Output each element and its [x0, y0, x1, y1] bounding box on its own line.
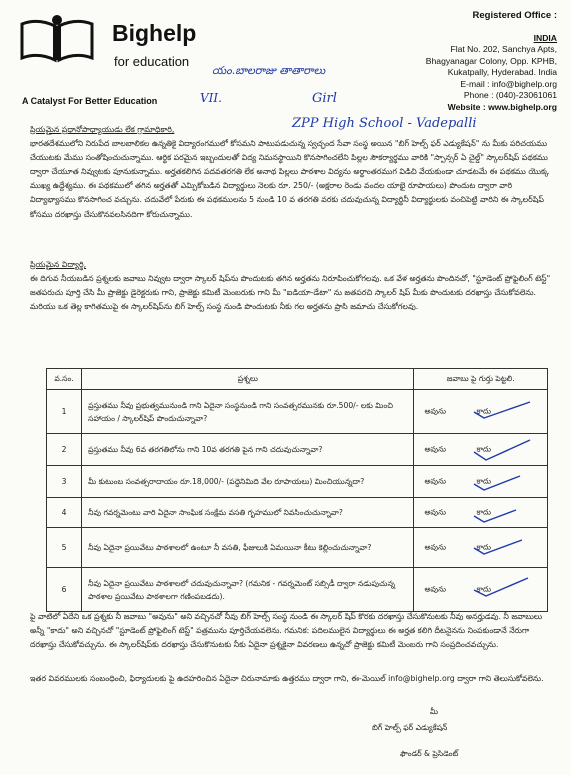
question-text: నీవు గవర్నమెంటు వారి ఏదైనా సాంఘిక సంక్షేమ వసతి గృహములో నివసించుచున్నావా?: [82, 498, 414, 528]
answer-no-option[interactable]: కాదు: [476, 507, 492, 516]
intro-paragraph: భారతదేశములోని నిరుపేద బాలబాలికల ఉన్నతికై విద్యారంగములో కోసమని పాటుపడుచున్న స్వచ్ఛంద సేవా సంస్థ అయిన "బిగ్ హెల్ప్ ఫర్ ఎడ్యుకేషన్" ను మీకు పరిచయము చేయుటకు మేము సంతోషించుచున్నాము. ఆర్థిక పరమైన ఇబ్బందులతో విద్య నిమనస్థాయిని కొనసాగించలేని పిల్లల సౌకర్యార్థము వారికి "స్పాన్సర్ ఏ చైల్డ్" స్కాలర్‌షిప్ పథకము ద్వారా చేయూత నివ్వుటకు పూనుకున్నాము. అర్హతకలిగిన పదవతరగతి లేక అనాథ పిల్లలు పాఠశాల విద్యను అర్థాంతరముగ విడిచి వేయకుండా చూడటమే ఈ పథకము యొక్క ముఖ్య ఉద్దేశ్యము. ఈ పథకములో తగిన అర్హతతో ఎమ్పికోబడిన విద్యార్థులు నెలకు రూ. 250/- (అక్షరాల రెండు వందల యాభై రూపాయలు) పొందుట ద్వారా వారి విద్యాభ్యాసము కొనసాగించ వచ్చును. చదువేలో పేరుకు ఈ పథకములను 5 నుండి 10 వ తరగతి వరకు చదువుచున్న విద్యార్థినీ విద్యార్థులకు వంచిపెట్టి వారిని ఈ స్కాలర్‌షిప్ కోసము దరఖాస్తు చేసుకొనవలసినదిగా కోరుచున్నాము.: [30, 139, 549, 219]
table-row: [47, 466, 548, 498]
answer-no-option[interactable]: కాదు: [476, 584, 492, 593]
table-row: [47, 498, 548, 528]
salutation-student: ప్రియమైన విద్యార్థి,: [30, 260, 87, 269]
office-website: Website : www.bighelp.org: [447, 101, 557, 112]
answer-cell[interactable]: [414, 390, 548, 434]
table-header-row: [47, 369, 548, 390]
row-number: 3: [47, 466, 82, 498]
answer-cell[interactable]: [414, 528, 548, 568]
answer-cell[interactable]: [414, 498, 548, 528]
contact-paragraph: ఇతర వివరములకు సంబంధించి, ఫిర్యాదులకు పై ఉదహరించిన ఏదైనా చిరునామాకు ఉత్తరము ద్వారా గాని, ఈ-మెయిల్ info@bighelp.org ద్వారా గాని తెలుసుకోవలెను.: [30, 674, 544, 683]
address-line: Kukatpally, Hyderabad. India: [447, 67, 557, 77]
answer-no-option[interactable]: కాదు: [476, 542, 492, 551]
checkmark-icon: [472, 438, 532, 464]
tagline: A Catalyst For Better Education: [22, 96, 158, 106]
handwritten-school-name: ZPP High School - Vadepalli: [292, 116, 477, 131]
column-serial: వ.సం.: [47, 369, 82, 390]
handwritten-class: VII.: [200, 91, 222, 105]
answer-yes-option[interactable]: అవును: [424, 542, 447, 551]
office-phone: Phone : (040)-23061061: [463, 90, 557, 100]
column-questions: ప్రశ్నలు: [82, 369, 414, 390]
row-number: 1: [47, 390, 82, 434]
table-row: [47, 568, 548, 612]
answer-no-option[interactable]: కాదు: [476, 476, 492, 485]
address-line: Bhagyanagar Colony, Opp. KPHB,: [425, 55, 557, 66]
eligibility-questions-table: [46, 368, 548, 612]
question-text: నీవు ఏదైనా ప్రయివేటు పాఠశాలలో చదువుచున్నావా? (గమనిక - గవర్నమెంట్ సబ్సిడీ ద్వారా నడుపుచున్న పాఠశాల ప్రయివేటు పాఠశాలగా గణింపబడదు).: [82, 568, 414, 612]
answer-yes-option[interactable]: అవును: [424, 584, 447, 593]
table-row: [47, 528, 548, 568]
table-row: [47, 390, 548, 434]
row-number: 4: [47, 498, 82, 528]
answer-yes-option[interactable]: అవును: [424, 476, 447, 485]
column-answer: జవాబు పై గుర్తు పెట్టలి.: [414, 369, 548, 390]
brand-subtitle: for education: [114, 54, 190, 69]
bighelp-logo: [18, 14, 96, 64]
answer-yes-option[interactable]: అవును: [424, 507, 447, 516]
address-line: Flat No. 202, Sanchya Apts,: [450, 44, 557, 54]
row-number: 2: [47, 434, 82, 466]
office-email: E-mail : info@bighelp.org: [460, 78, 557, 89]
handwritten-gender: Girl: [312, 91, 337, 106]
eligibility-note-paragraph: పై వాటిలో ఏదేని ఒక ప్రశ్నకు నీ జవాబు "అవును" అని వచ్చినచో నీవు బిగ్ హెల్ప్ సంస్థ నుండి ఈ స్కాలర్ షిప్ కొరకు దరఖాస్తు చేసుకొనుటకు నీవు అనర్హుడవు. నీ జవాబులు అన్నీ "కాదు" అని వచ్చినచో "స్టూడెంట్ ప్రోఫైలింగ్ టెస్ట్" పత్రమును పూర్తిచేయవలెను. గమనిక: పదిలములైన విద్యార్థులు ఈ అర్హత కలిగి దీటనైనను నింపకుండానే నేరుగా దరఖాస్తు చేసుకోవచ్చును. ఈ స్కాలర్‌షిప్‌కు దరఖాస్తు చేసుకొనుటకు నీకు ఏదైనా ప్రశ్నకైనా వివరణలు ఉన్నచో ప్రాజెక్టు కమిటీ మెంబరు గాని సంప్రదించవచ్చును.: [30, 612, 543, 650]
question-text: ప్రస్తుతము నీవు ప్రభుత్వమునుండి గాని ఏదైనా సంస్థనుండి గాని సంవత్సరమునకు రూ.500/- లకు మించి సహాయం / స్కాలర్‌షిప్ పొందుచున్నావా?: [82, 390, 414, 434]
checkmark-icon: [472, 532, 532, 558]
answer-cell[interactable]: [414, 434, 548, 466]
row-number: 5: [47, 528, 82, 568]
office-country: INDIA: [533, 32, 557, 43]
checkmark-icon: [472, 394, 532, 420]
answer-no-option[interactable]: కాదు: [476, 406, 492, 415]
letter-to-headmaster: [30, 123, 552, 241]
handwritten-student-name: యం.బాలరాజు తాతారాలు: [212, 64, 326, 77]
answer-cell[interactable]: [414, 568, 548, 612]
registered-office-block: [377, 10, 557, 113]
answer-yes-option[interactable]: అవును: [424, 444, 447, 453]
office-title: Registered Office :: [472, 10, 557, 21]
signature-yours: మీ: [430, 707, 439, 716]
checkmark-icon: [472, 572, 532, 598]
question-text: మీ కుటుంబ సంవత్సరాదాయం రూ.18,000/- (పద్దెనిమిది వేల రూపాయలు) మించియున్నదా?: [82, 466, 414, 498]
checkmark-icon: [472, 470, 532, 496]
row-number: 6: [47, 568, 82, 612]
answer-yes-option[interactable]: అవును: [424, 406, 447, 415]
signature-title: ఫౌండర్ & ప్రెసిడెంట్: [400, 749, 459, 758]
brand-name: Bighelp: [112, 20, 197, 46]
letter-to-student: [30, 258, 552, 364]
signature-organisation: బిగ్ హెల్ప్ ఫర్ ఎడ్యుకేషన్: [372, 723, 448, 732]
table-row: [47, 434, 548, 466]
book-person-logo-icon: [18, 14, 96, 64]
instructions-paragraph: ఈ దిగువ నీయబడిన ప్రశ్నలకు జవాబు నివ్వుట ద్వారా స్కాలర్ షిప్‌ను పొందుటకు తగిన అర్హతను నిరూపించుకోగలవు. ఒక వేళ అర్హతను పొందినచో, "స్టూడెంట్ ప్రోఫైలింగ్ టెస్ట్" జతపరుచు పూర్తి చేసి మీ ప్రాజెక్టు డైరెక్టరుకు గాని, ప్రాజెక్టు కమిటీ మెంబరుకు గాని మీ "ఐడియా-డేటా" ను జతపరచి స్కాలర్ షిప్ మీకు పొందుటకు దరఖాస్తు చేసుకోవలెను. మరియు ఒక తెల్ల కాగితముపై ఈ స్కాలర్‌షిప్‌ను బిగ్ హెల్ప్ సంస్థ నుండి పొందుటకు నీకు గల అర్హతను ప్రాసి జమాచు చేసుకోగలవు.: [30, 274, 551, 312]
question-text: నీవు ఏదైనా ప్రయివేటు పాఠశాలలో ఉంటూ నీ వసతి, ఫీజులుకి ఏమయినా కీటు కెల్లించుచున్నావా?: [82, 528, 414, 568]
answer-cell[interactable]: [414, 466, 548, 498]
answer-no-option[interactable]: కాదు: [476, 444, 492, 453]
checkmark-icon: [472, 502, 532, 528]
salutation-headmaster: ప్రియమైన ప్రధానోపాధ్యాయుడు లేక గ్రామాధికారి,: [30, 125, 175, 134]
question-text: ప్రస్తుతము నీవు 6వ తరగతిలోను గాని 10వ తరగతి పైన గాని చదువుచున్నావా?: [82, 434, 414, 466]
